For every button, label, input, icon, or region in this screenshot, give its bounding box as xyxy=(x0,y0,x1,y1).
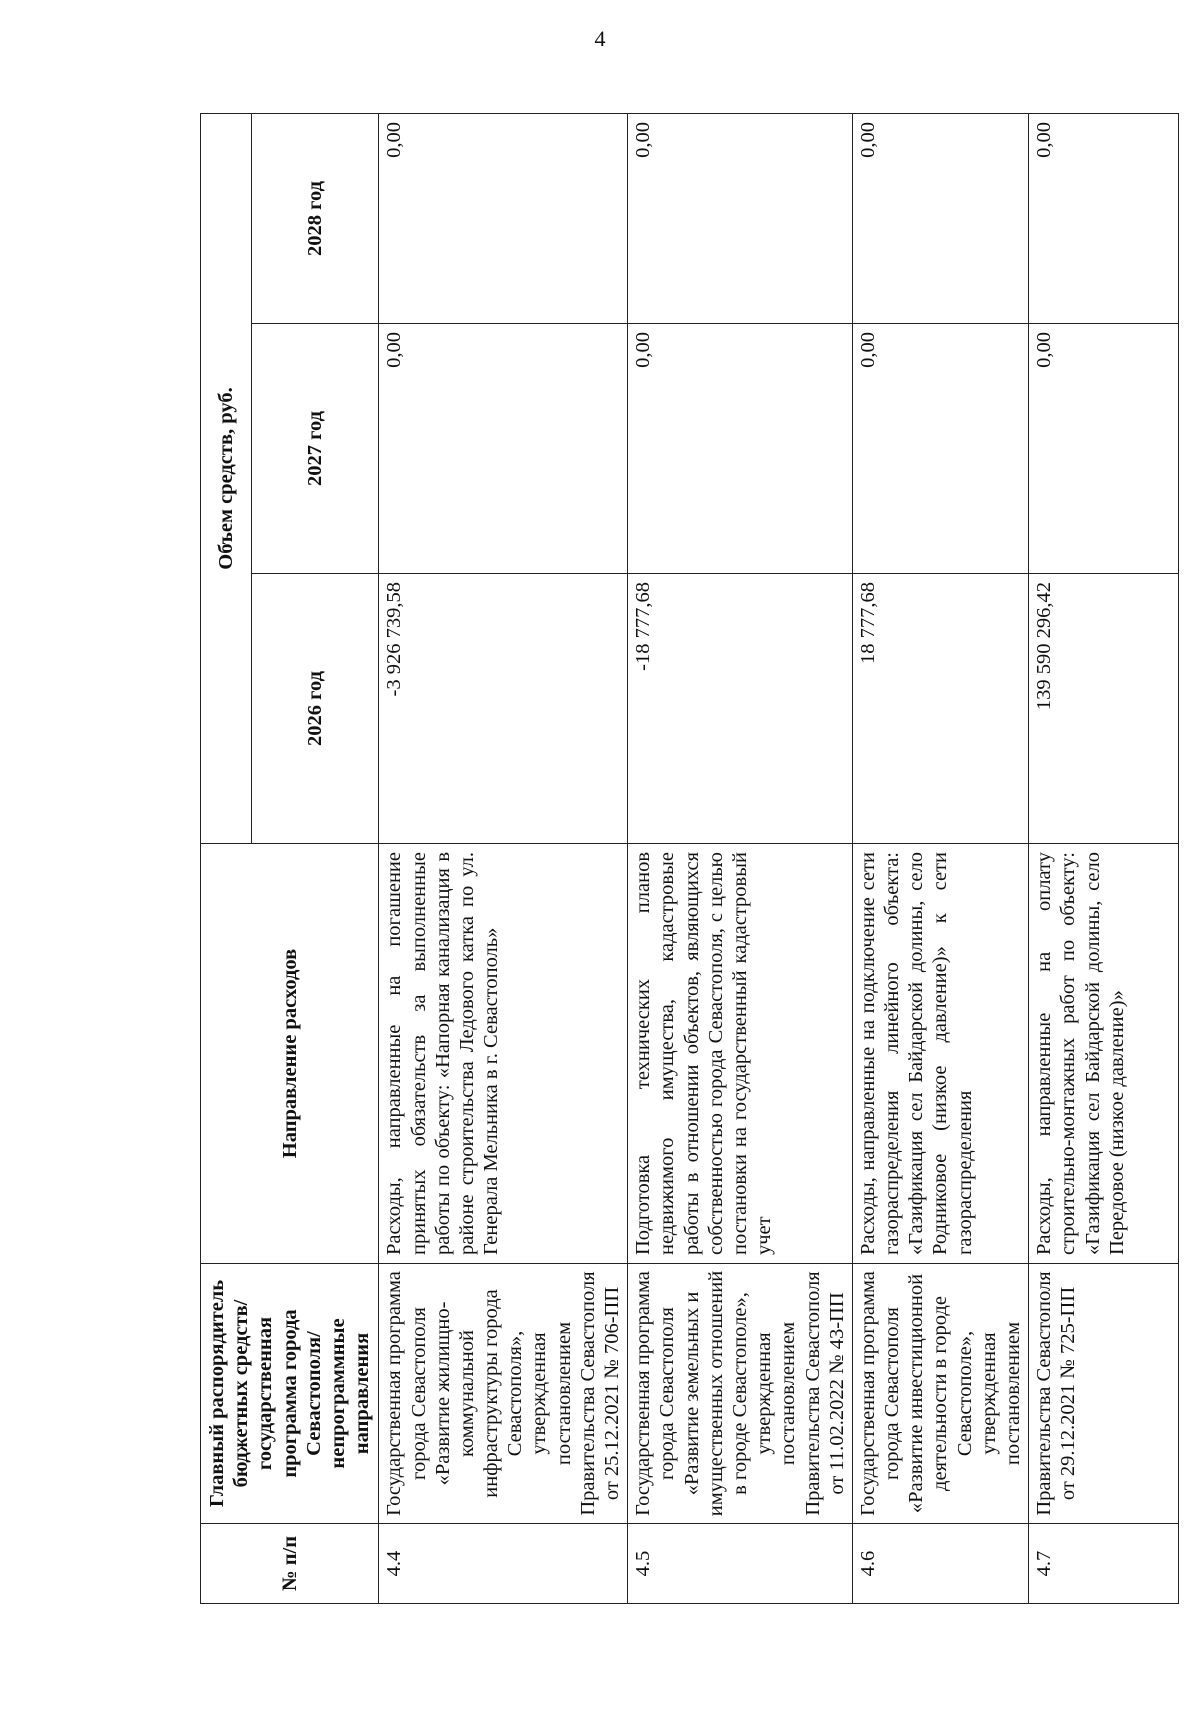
value-2028: 0,00 xyxy=(852,113,1028,323)
page-number: 4 xyxy=(594,26,606,51)
direction-cell: Расходы, направленные на подключение сети газораспределения линейного объекта: «Газификация сел Байдарской долины, село Родниковое (низкое давление)» к сети газораспределения xyxy=(852,844,1028,1264)
program-cell: Правительства Севастополя от 29.12.2021 № 725-ПП xyxy=(1029,1264,1179,1524)
value-2026: 139 590 296,42 xyxy=(1029,574,1179,844)
row-number: 4.5 xyxy=(628,1524,853,1604)
row-number: 4.6 xyxy=(852,1524,1028,1604)
header-volume: Объем средств, руб. xyxy=(201,113,252,843)
value-2026: 18 777,68 xyxy=(852,574,1028,844)
direction-cell: Расходы, направленные на оплату строительно-монтажных работ по объекту: «Газификация сел Байдарской долины, село Передовое (низкое давление)» xyxy=(1029,844,1179,1264)
value-2026: -3 926 739,58 xyxy=(379,574,628,844)
row-number: 4.7 xyxy=(1029,1524,1179,1604)
program-cell: Государственная программа города Севастополя «Развитие земельных и имущественных отношений в городе Севастополе», утвержденная постановлением Правительства Севастополя от 11.02.2022 № 43-ПП xyxy=(628,1264,853,1524)
value-2027: 0,00 xyxy=(852,324,1028,574)
value-2027: 0,00 xyxy=(1029,324,1179,574)
table-row xyxy=(1029,113,1179,1603)
budget-table-container xyxy=(200,114,1128,1604)
table-row xyxy=(852,113,1028,1603)
value-2028: 0,00 xyxy=(1029,113,1179,323)
value-2026: -18 777,68 xyxy=(628,574,853,844)
program-cell: Государственная программа города Севастополя «Развитие инвестиционной деятельности в городе Севастополе», утвержденная постановлением xyxy=(852,1264,1028,1524)
header-year-2027: 2027 год xyxy=(251,324,378,574)
value-2028: 0,00 xyxy=(379,113,628,323)
header-direction: Направление расходов xyxy=(201,844,379,1264)
table-row xyxy=(379,113,628,1603)
header-year-2026: 2026 год xyxy=(251,574,378,844)
value-2028: 0,00 xyxy=(628,113,853,323)
program-cell: Государственная программа города Севастополя «Развитие жилищно-коммунальной инфраструктуры города Севастополя», утвержденная постановлением Правительства Севастополя от 25.12.2021 № 706-ПП xyxy=(379,1264,628,1524)
header-manager: Главный распорядитель бюджетных средств/государственная программа города Севастополя/непрограммные направления xyxy=(201,1264,379,1524)
budget-table xyxy=(200,113,1179,1604)
header-num: № п/п xyxy=(201,1524,379,1604)
value-2027: 0,00 xyxy=(379,324,628,574)
row-number: 4.4 xyxy=(379,1524,628,1604)
direction-cell: Подготовка технических планов недвижимого имущества, кадастровые работы в отношении объектов, являющихся собственностью города Севастополя, с целью постановки на государственный кадастровый учет xyxy=(628,844,853,1264)
direction-cell: Расходы, направленные на погашение принятых обязательств за выполненные работы по объекту: «Напорная канализация в районе строительства Ледового катка по ул. Генерала Мельника в г. Севастополь» xyxy=(379,844,628,1264)
value-2027: 0,00 xyxy=(628,324,853,574)
table-row xyxy=(628,113,853,1603)
header-year-2028: 2028 год xyxy=(251,113,378,323)
